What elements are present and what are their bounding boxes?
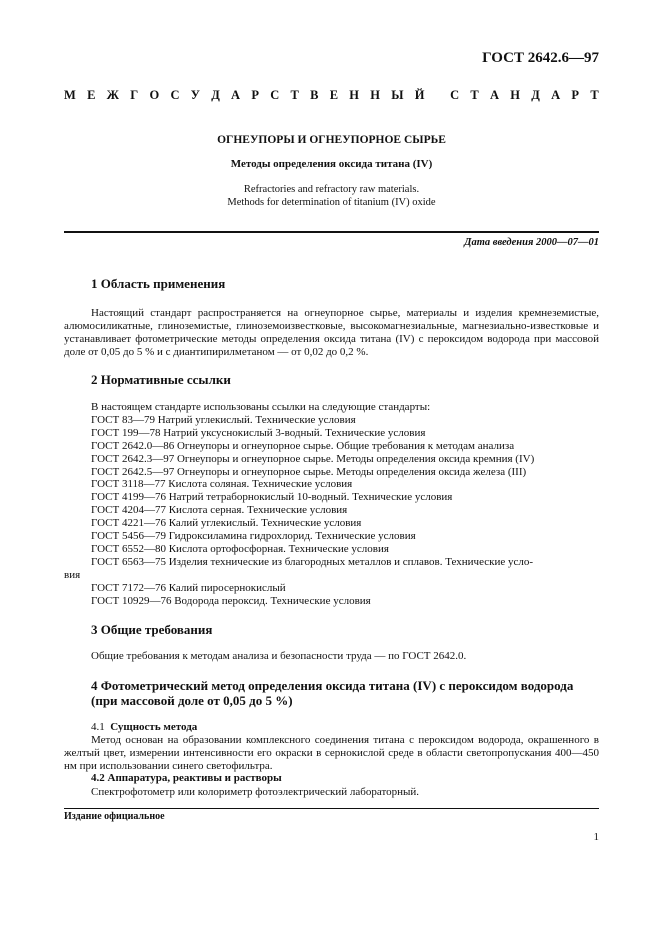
reference-item: ГОСТ 4199—76 Натрий тетраборнокислый 10-водный. Технические условия — [91, 491, 453, 504]
subsection-title: Сущность метода — [110, 721, 198, 733]
banner-letter: М — [64, 88, 76, 102]
banner-letter: Р — [251, 88, 259, 102]
section-heading-references: 2 Нормативные ссылки — [91, 372, 231, 387]
document-subtitle: Методы определения оксида титана (IV) — [230, 158, 433, 170]
standard-banner — [64, 88, 599, 103]
reference-item: ГОСТ 4204—77 Кислота серная. Технические условия — [91, 504, 348, 517]
banner-letter: Д — [211, 88, 220, 102]
english-title — [64, 183, 599, 209]
banner-letter: А — [231, 88, 241, 102]
reference-item: ГОСТ 6552—80 Кислота ортофосфорная. Технические условия — [91, 542, 389, 555]
section-heading-method: 4 Фотометрический метод определения оксида титана (IV) с пероксидом водорода (при массовой доле от 0,05 до 5 %) — [91, 678, 574, 708]
page-number: 1 — [593, 831, 599, 843]
banner-letter: Н — [370, 88, 380, 102]
banner-letter: Ж — [106, 88, 120, 102]
reference-item: ГОСТ 6563—75 Изделия технические из благородных металлов и сплавов. Технические усло- — [91, 555, 534, 568]
subsection-heading-essence — [91, 721, 197, 733]
banner-letter: Н — [510, 88, 521, 102]
references-intro: В настоящем стандарте использованы ссылки на следующие стандарты: — [91, 401, 431, 413]
reference-item: ГОСТ 83—79 Натрий углекислый. Технические условия — [91, 413, 356, 426]
reference-item: ГОСТ 2642.5—97 Огнеупоры и огнеупорное сырье. Методы определения оксида железа (III) — [91, 465, 527, 478]
banner-letter: Н — [349, 88, 360, 102]
reference-item: ГОСТ 10929—76 Водорода пероксид. Технические условия — [91, 594, 371, 607]
subsection-heading-apparatus — [91, 772, 282, 784]
official-edition-label: Издание официальное — [64, 811, 165, 822]
gost-number: ГОСТ 2642.6—97 — [482, 50, 599, 66]
banner-letter: Е — [329, 88, 339, 102]
banner-letter: Г — [130, 88, 139, 102]
banner-letter: С — [450, 88, 460, 102]
banner-letter: В — [310, 88, 319, 102]
section-heading-general: 3 Общие требования — [91, 622, 213, 637]
banner-letter: А — [490, 88, 500, 102]
section-heading-scope: 1 Область применения — [91, 276, 226, 291]
reference-item: ГОСТ 4221—76 Калий углекислый. Технические условия — [91, 517, 362, 530]
english-title-line: Refractories and refractory raw materials. — [243, 184, 420, 195]
subsection-text-apparatus: Спектрофотометр или колориметр фотоэлектрический лабораторный. — [91, 786, 420, 798]
reference-item: ГОСТ 199—78 Натрий уксуснокислый 3-водный. Технические условия — [91, 426, 426, 439]
banner-letter: Д — [531, 88, 540, 102]
banner-letter: Т — [590, 88, 599, 102]
reference-item-continuation: вия — [64, 568, 81, 581]
reference-item: ГОСТ 3118—77 Кислота соляная. Технические условия — [91, 478, 353, 491]
document-title: ОГНЕУПОРЫ И ОГНЕУПОРНОЕ СЫРЬЕ — [217, 134, 446, 146]
banner-letter: Т — [470, 88, 479, 102]
subsection-number: 4.1 — [91, 721, 105, 733]
banner-letter: Т — [290, 88, 299, 102]
banner-letter: А — [551, 88, 561, 102]
footer-divider — [64, 808, 599, 809]
banner-gap — [436, 88, 439, 103]
banner-letter: С — [170, 88, 180, 102]
reference-item: ГОСТ 5456—79 Гидроксиламина гидрохлорид. Технические условия — [91, 530, 416, 543]
subsection-text-essence: Метод основан на образовании комплексного соединения титана с пероксидом водорода, окрашенного в желтый цвет, измерении интенсивности его окраски в сернокислой среде в области светопропускания 400—450 нм при использовании синего светофильтра. — [64, 734, 599, 772]
reference-item: ГОСТ 2642.0—86 Огнеупоры и огнеупорное сырье. Общие требования к методам анализа — [91, 439, 515, 452]
banner-letter: Ы — [391, 88, 404, 102]
banner-letter: Е — [87, 88, 96, 102]
effective-date: Дата введения 2000—07—01 — [464, 237, 599, 248]
section-text-scope: Настоящий стандарт распространяется на огнеупорное сырье, материалы и изделия кремнеземистые, алюмосиликатные, глиноземистые, глиноземоизвестковые, высокомагнезиальные, магнезиально-известковые и устанавливает фотометрические методы определения оксида титана (IV) с пероксидом водорода при массовой доле от 0,05 до 5 % и с диантипирилметаном — от 0,02 до 0,2 %. — [64, 307, 599, 358]
subsection-title: 4.2 Аппаратура, реактивы и растворы — [91, 772, 282, 784]
banner-letter: О — [149, 88, 160, 102]
banner-letter: Й — [414, 88, 425, 102]
banner-letter: Р — [571, 88, 580, 102]
references-list — [64, 401, 599, 608]
title-divider — [64, 231, 599, 233]
banner-letter: У — [190, 88, 200, 102]
english-title-line: Methods for determination of titanium (IV) oxide — [227, 197, 436, 208]
section-text-general: Общие требования к методам анализа и безопасности труда — по ГОСТ 2642.0. — [91, 650, 467, 662]
banner-letter: С — [270, 88, 280, 102]
reference-item: ГОСТ 2642.3—97 Огнеупоры и огнеупорное сырье. Методы определения оксида кремния (IV) — [91, 452, 535, 465]
reference-item: ГОСТ 7172—76 Калий пиросернокислый — [91, 581, 286, 594]
